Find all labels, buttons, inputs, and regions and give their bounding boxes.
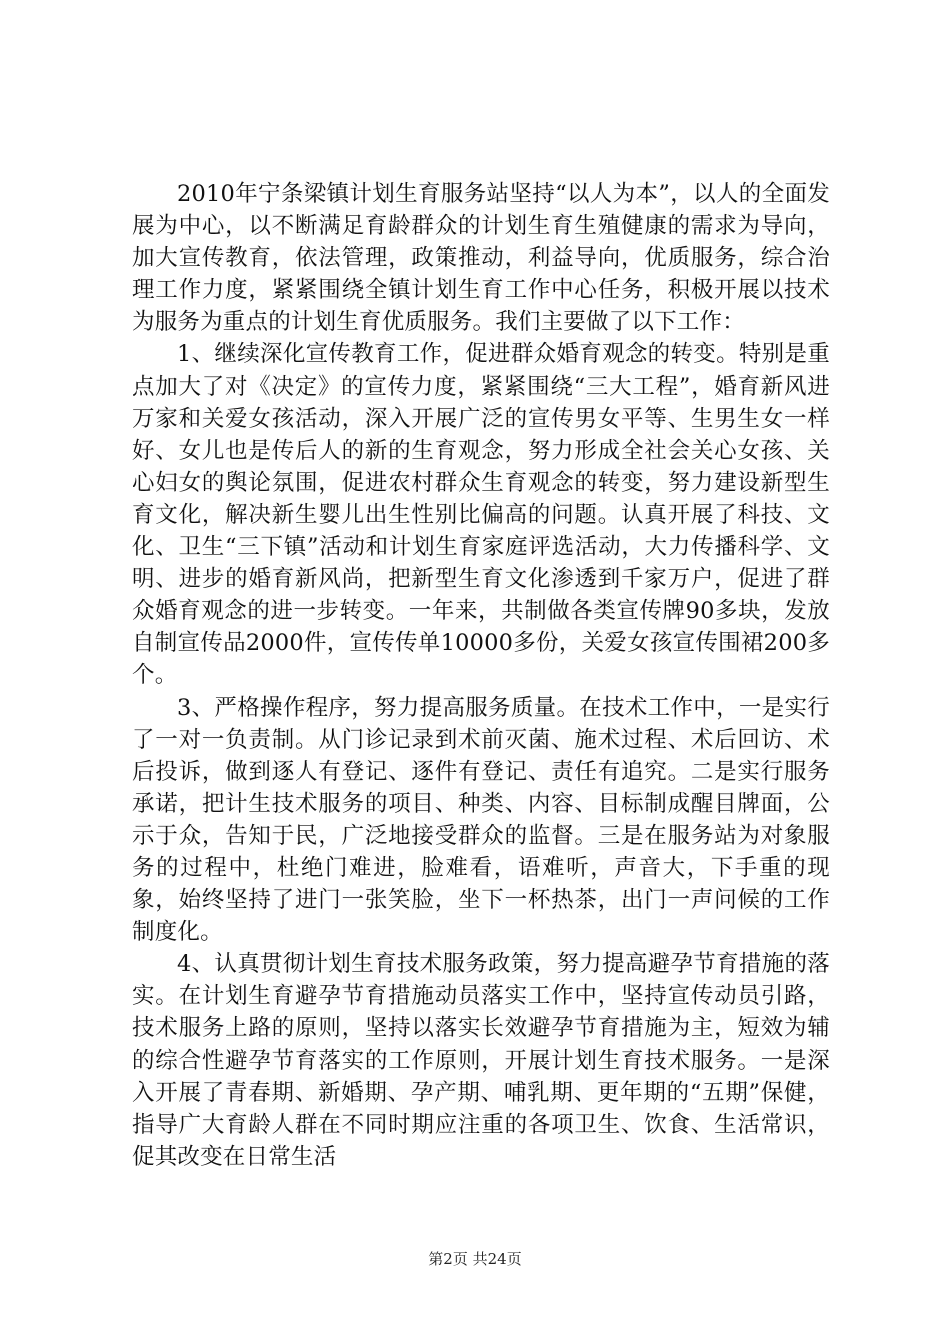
paragraph-item-3: 3、严格操作程序，努力提高服务质量。在技术工作中，一是实行了一对一负责制。从门诊记录到术前灭菌、施术过程、术后回访、术后投诉，做到逐人有登记、逐件有登记、责任有追究。二是实行服务承诺，把计生技术服务的项目、种类、内容、目标制成醒目牌面，公示于众，告知于民，广泛地接受群众的监督。三是在服务站为对象服务的过程中，杜绝门难进，脸难看，语难听，声音大，下手重的现象，始终坚持了进门一张笑脸，坐下一杯热茶，出门一声问候的工作制度化。	[132, 694, 830, 946]
paragraph-item-1: 1、继续深化宣传教育工作，促进群众婚育观念的转变。特别是重点加大了对《决定》的宣传力度，紧紧围绕“三大工程”，婚育新风进万家和关爱女孩活动，深入开展广泛的宣传男女平等、生男生女一样好、女儿也是传后人的新的生育观念，努力形成全社会关心女孩、关心妇女的舆论氛围，促进农村群众生育观念的转变，努力建设新型生育文化，解决新生婴儿出生性别比偏高的问题。认真开展了科技、文化、卫生“三下镇”活动和计划生育家庭评选活动，大力传播科学、文明、进步的婚育新风尚，把新型生育文化渗透到千家万户，促进了群众婚育观念的进一步转变。一年来，共制做各类宣传牌90多块，发放自制宣传品2000件，宣传传单10000多份，关爱女孩宣传围裙200多个。	[132, 341, 830, 689]
body-text	[132, 178, 830, 1173]
page-footer: 第2页 共24页	[428, 1250, 522, 1268]
paragraph-intro: 2010年宁条梁镇计划生育服务站坚持“以人为本”，以人的全面发展为中心，以不断满足育龄群众的计划生育生殖健康的需求为导向，加大宣传教育，依法管理，政策推动，利益导向，优质服务，综合治理工作力度，紧紧围绕全镇计划生育工作中心任务，积极开展以技术为服务为重点的计划生育优质服务。我们主要做了以下工作：	[132, 181, 830, 336]
paragraph-item-4: 4、认真贯彻计划生育技术服务政策，努力提高避孕节育措施的落实。在计划生育避孕节育措施动员落实工作中，坚持宣传动员引路，技术服务上路的原则，坚持以落实长效避孕节育措施为主，短效为辅的综合性避孕节育落实的工作原则，开展计划生育技术服务。一是深入开展了青春期、新婚期、孕产期、哺乳期、更年期的“五期”保健，指导广大育龄人群在不同时期应注重的各项卫生、饮食、生活常识，促其改变在日常生活	[132, 951, 830, 1170]
